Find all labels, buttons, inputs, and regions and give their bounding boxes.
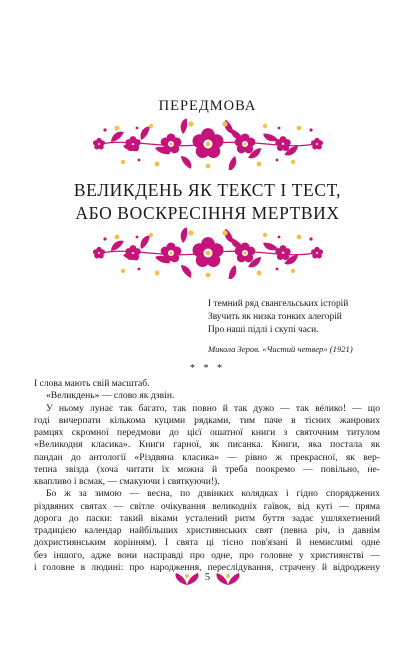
body-line: дорога до паски: такий віками усталений ритм буття задає ушляхетнений <box>34 512 380 524</box>
body-line: тепна звізда (хоча читати їх можна й треба поокремо — повільно, не- <box>34 463 380 475</box>
epigraph-line: Про наші підлі і скупі часи. <box>208 325 319 336</box>
body-line: традицією календар найбільших християнських свят (певна річ, із давнім <box>34 525 380 536</box>
folk-ornament-bottom <box>93 227 323 279</box>
chapter-title-line-1: ВЕЛИКДЕНЬ ЯК ТЕКСТ І ТЕСТ, <box>73 180 342 200</box>
section-separator: * * * <box>190 363 225 374</box>
body-line: пандан до антології «Різдвяна класика» — рівно ж прекрасної, як вер- <box>34 451 380 463</box>
leaf-ornament-right-icon <box>213 571 243 587</box>
body-line: «Великодня класика». Книги гарної, як писанка. Книги, яка постала як <box>34 439 380 451</box>
folk-ornament-top <box>93 118 323 170</box>
page-number: 5 <box>204 572 211 583</box>
body-line: рамцях скромної передмови до цієї ошатної книги з святочним титулом <box>34 427 380 438</box>
body-line: Бо ж за зимою — весна, по дзвінких колядках і гідно споряджених <box>46 488 380 500</box>
body-line: «Великдень» — слово як дзвін. <box>46 390 175 402</box>
section-label: ПЕРЕДМОВА <box>158 98 257 114</box>
body-line: різдвяних святах — світле очікування великодніх гаївок, від куті — пряма <box>34 500 380 512</box>
epigraph-line: І темний ряд євангельських історій <box>208 299 349 309</box>
epigraph-source: Микола Зеров. «Чистий четвер» (1921) <box>208 343 353 354</box>
body-line: квапливо і всмак, — смакуючи і святкуючи!). <box>34 476 220 487</box>
page-footer <box>0 571 415 587</box>
body-line: без іншого, адже вони насправді про одне, про головне у християнстві — <box>34 549 380 561</box>
chapter-title-line-2: АБО ВОСКРЕСІННЯ МЕРТВИХ <box>75 203 340 223</box>
body-line: У ньому лунає так багато, так повно й так дужо — так вéлико! — що <box>46 402 380 414</box>
body-line: годі вичерпати кількома куцими рядками, тим паче в тісних жанрових <box>34 414 380 426</box>
body-line: дохристиянським корінням). І свята ці тісно пов'язані й немислимі одне <box>34 537 380 549</box>
body-line: і головне в людині: про народження, переслідування, страчену й відроджену <box>34 561 380 573</box>
body-text <box>34 378 380 574</box>
epigraph <box>208 298 398 356</box>
body-line: І слова мають свій масштаб. <box>34 378 150 389</box>
epigraph-line: Звучить як низка тонких алегорій <box>208 312 342 323</box>
